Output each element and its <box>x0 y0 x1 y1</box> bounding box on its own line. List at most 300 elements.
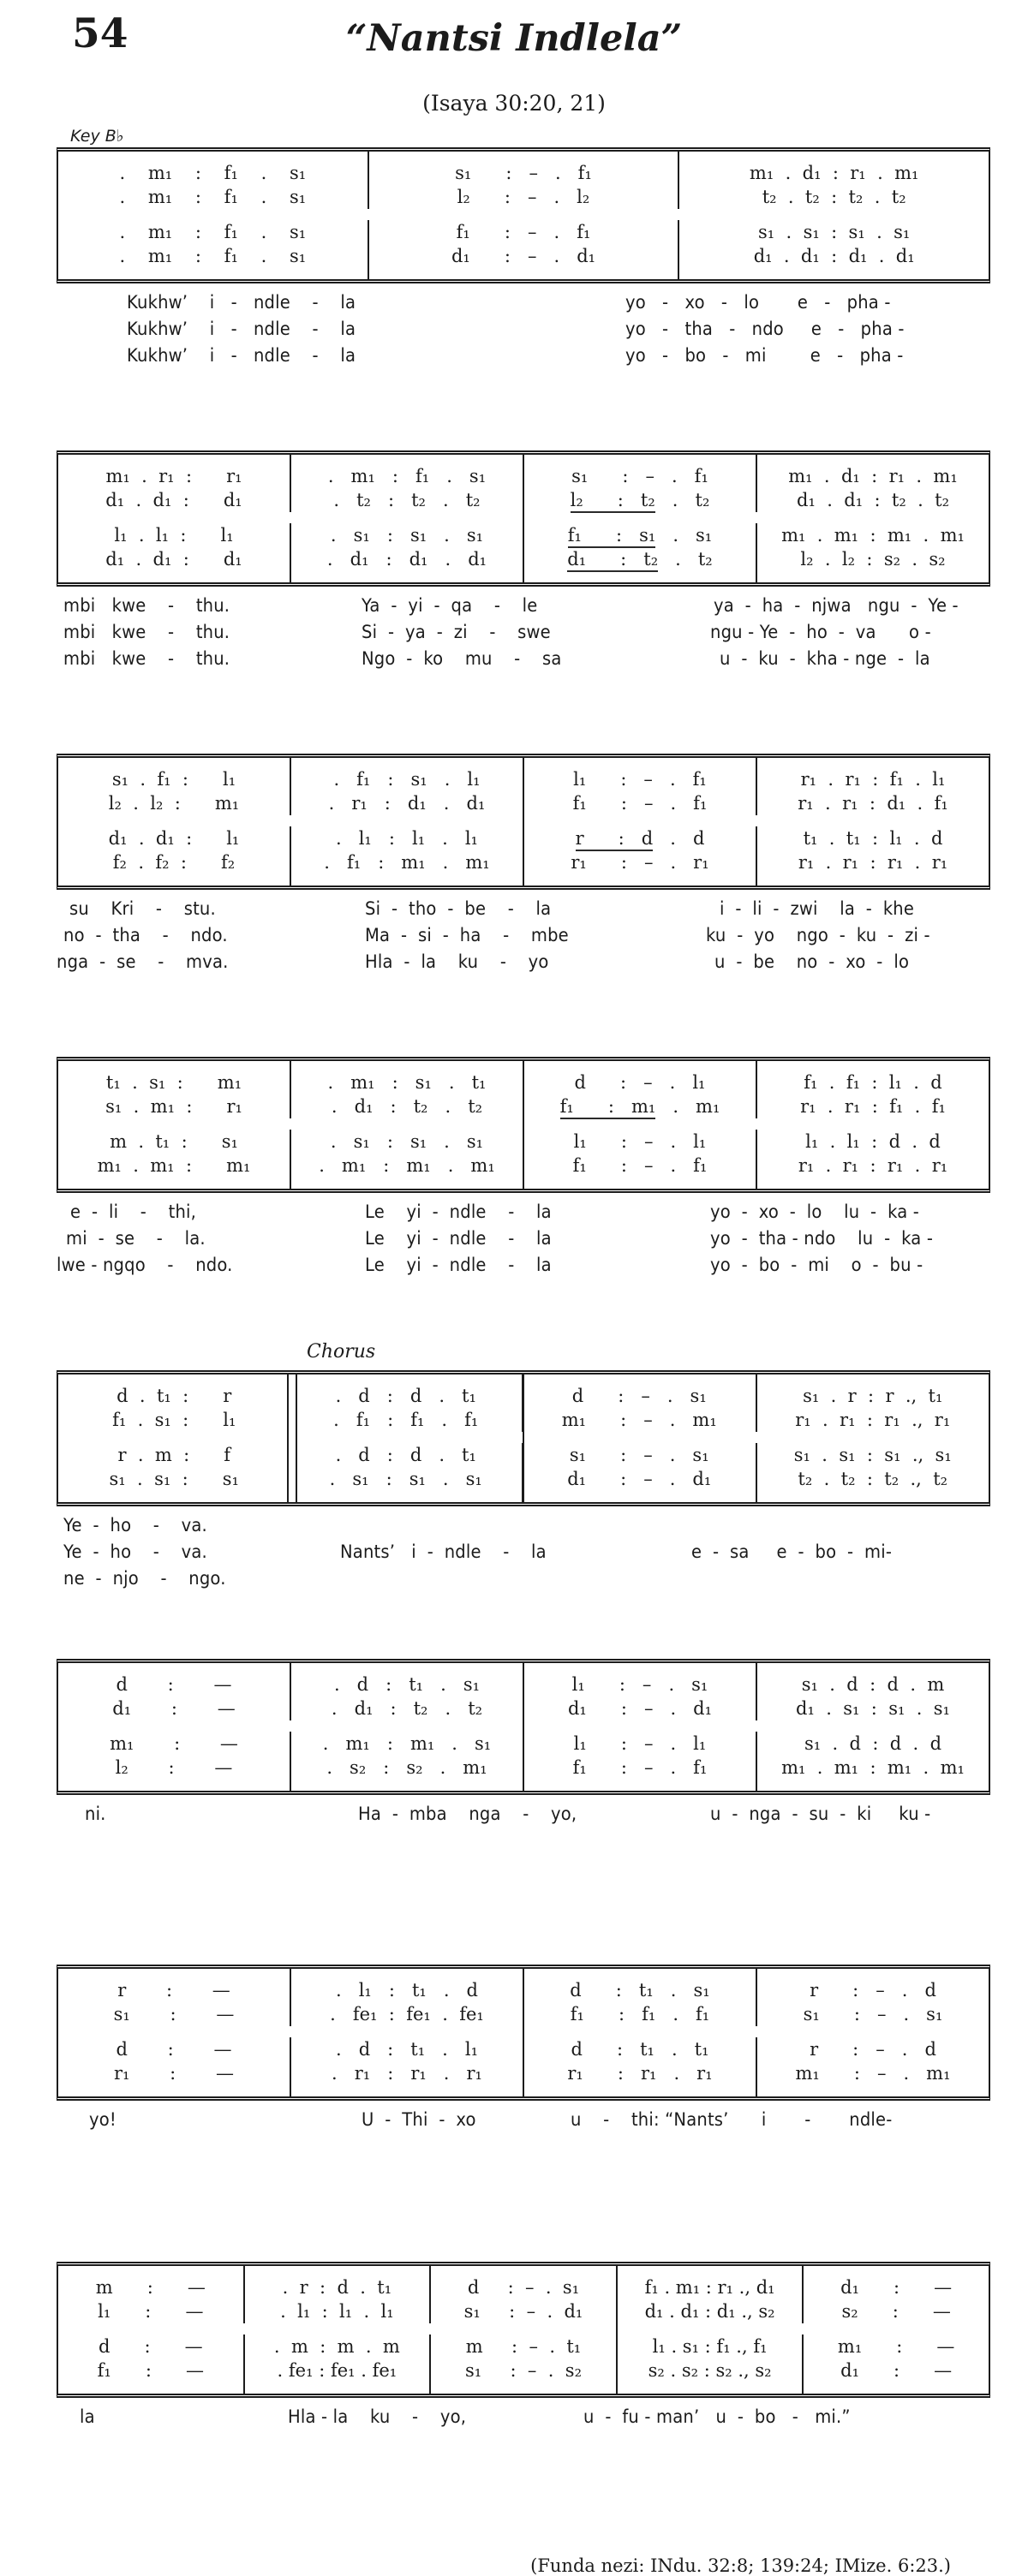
lyric-segment: Kukhw’ i - ndle - la <box>126 319 356 339</box>
lyric-segment: Si - ya - zi - swe <box>362 622 552 642</box>
voice-line <box>58 2358 243 2382</box>
voice-line <box>431 2275 616 2299</box>
measure <box>523 1130 756 1189</box>
measure <box>58 758 290 815</box>
solfa-segment: . m₁ : f₁ . s₁ <box>119 163 307 183</box>
solfa-segment: d₁ . d₁ : l₁ <box>108 828 240 849</box>
measure <box>290 2037 523 2096</box>
voice-line <box>524 1978 756 2002</box>
voice-line <box>618 2358 803 2382</box>
voice-line <box>58 161 368 185</box>
solfa-segment: f₁ : – . f₁ <box>572 793 708 814</box>
voice-line <box>757 1154 989 1178</box>
solfa-segment: s₁ : – . s₁ <box>569 1445 709 1465</box>
solfa-segment: d : — <box>116 2039 232 2060</box>
measure <box>523 826 756 886</box>
measure <box>756 1061 989 1118</box>
voice-line <box>618 2334 803 2358</box>
solfa-segment: d : — <box>116 1674 232 1695</box>
solfa-segment: r₁ : – . r₁ <box>571 852 709 873</box>
solfa-segment: . s₁ : s₁ . s₁ <box>330 1131 484 1152</box>
solfa-segment: m₁ . r₁ : r₁ <box>105 466 242 486</box>
solfa-segment: l₂ . l₂ : m₁ <box>108 793 240 814</box>
solfa-segment: s₁ : – . f₁ <box>571 466 708 486</box>
voice-line <box>757 1094 989 1118</box>
measure <box>58 1969 290 2026</box>
voice-line <box>58 767 290 791</box>
lyrics-block <box>57 1202 990 1281</box>
voice-line <box>245 2275 430 2299</box>
voice-line <box>245 2334 430 2358</box>
measure <box>243 2266 430 2323</box>
solfa-segment: . m₁ : f₁ . s₁ <box>327 466 487 486</box>
solfa-segment: l₁ . l₁ : d . d <box>805 1131 941 1152</box>
solfa-segment: r₁ : — <box>114 2063 234 2084</box>
measure <box>58 1130 290 1189</box>
solfa-segment: f₁ : – . f₁ <box>572 1155 708 1176</box>
lyric-segment: Ye - ho - va. <box>63 1515 207 1535</box>
voice-line <box>58 1154 290 1178</box>
solfa-segment: f₁ . f₁ : l₁ . d <box>804 1072 942 1093</box>
measure <box>58 2266 243 2323</box>
measure <box>290 826 523 886</box>
voice-line <box>757 1673 989 1696</box>
solfa-segment: t₁ . t₁ : l₁ . d <box>803 828 943 849</box>
lyric-segment: Hla - la ku - yo, <box>288 2406 467 2427</box>
voice-line <box>291 523 523 547</box>
measure <box>58 1732 290 1791</box>
solfa-segment: m₁ . m₁ : m₁ . m₁ <box>781 1757 965 1778</box>
measure <box>522 1374 756 1432</box>
lyric-segment: i - li - zwi la - khe <box>719 898 914 919</box>
solfa-system <box>57 754 990 890</box>
lyrics-block <box>57 1515 990 1595</box>
voice-line <box>757 1070 989 1094</box>
measure <box>756 523 989 582</box>
measure <box>290 1443 523 1502</box>
voice-line <box>245 2358 430 2382</box>
voice-line <box>524 826 756 850</box>
solfa-segment: d₁ . s₁ : s₁ . s₁ <box>796 1698 950 1719</box>
lyric-line <box>57 345 990 372</box>
solfa-segment: s₁ . m₁ : r₁ <box>105 1096 242 1117</box>
solfa-segment: m₁ . d₁ : r₁ . m₁ <box>749 163 919 183</box>
solfa-system <box>57 2262 990 2398</box>
solfa-segment: . s₂ : s₂ . m₁ <box>326 1757 487 1778</box>
voice-line <box>58 1408 290 1432</box>
voice-line <box>618 2275 803 2299</box>
lyric-segment: e - li - thi, <box>70 1202 197 1222</box>
solfa-segment: s₁ . s₁ : s₁ ., s₁ <box>793 1445 952 1465</box>
lyric-segment: Le yi - ndle - la <box>364 1202 552 1222</box>
voice-line <box>58 1130 290 1154</box>
voice-line <box>757 1443 989 1467</box>
voice-line <box>290 1443 523 1467</box>
lyric-segment: Ye - ho - va. <box>63 1541 207 1562</box>
voice-line <box>757 464 989 488</box>
solfa-segment: s₁ : – . s₂ <box>464 2360 583 2381</box>
lyric-segment: Kukhw’ i - ndle - la <box>126 292 356 313</box>
solfa-segment: . m₁ : f₁ . s₁ <box>119 187 307 207</box>
solfa-segment: t₂ . t₂ : t₂ . t₂ <box>762 187 906 207</box>
footnote: (Funda nezi: INdu. 32:8; 139:24; IMize. 6:23.) <box>530 2555 951 2576</box>
solfa-segment: . d : t₁ . l₁ <box>336 2039 478 2060</box>
solfa-segment: . s₁ : s₁ . s₁ <box>330 525 484 546</box>
lyric-segment: Nants’ i - ndle - la <box>340 1541 547 1562</box>
voice-line <box>524 850 756 874</box>
measure <box>616 2334 803 2394</box>
solfa-segment: . m₁ <box>655 1096 720 1117</box>
solfa-segment: d₁ : – . d₁ <box>567 1698 713 1719</box>
solfa-segment: l₂ : t₂ <box>571 490 655 513</box>
voice-line <box>58 2299 243 2323</box>
voice-line <box>524 1673 756 1696</box>
lyrics-block <box>57 595 990 675</box>
lyric-line <box>57 1255 990 1281</box>
solfa-segment: m₁ . d₁ : r₁ . m₁ <box>788 466 958 486</box>
voice-line <box>524 523 756 547</box>
scripture-reference: (Isaya 30:20, 21) <box>422 91 606 116</box>
solfa-segment: l₂ : — <box>115 1757 233 1778</box>
solfa-segment: f₁ . m₁ : r₁ ., d₁ <box>644 2277 775 2298</box>
solfa-segment: s₁ : – . d₁ <box>463 2301 583 2322</box>
system-block <box>57 1965 990 2136</box>
lyric-line <box>57 1228 990 1255</box>
solfa-segment: r₁ . r₁ : r₁ . r₁ <box>798 1155 948 1176</box>
voice-line <box>757 2037 989 2061</box>
voice-line <box>291 767 523 791</box>
voice-line <box>58 826 290 850</box>
solfa-segment: d : t₁ . t₁ <box>571 2039 709 2060</box>
lyric-segment: e - sa e - bo - mi- <box>691 1541 893 1562</box>
solfa-segment: s₁ . f₁ : l₁ <box>111 769 236 790</box>
measure <box>678 152 989 209</box>
solfa-segment: . m₁ : m₁ . m₁ <box>319 1155 495 1176</box>
voice-line <box>679 185 989 209</box>
lyric-segment: ngu - Ye - ho - va o - <box>710 622 931 642</box>
solfa-segment: . m₁ : f₁ . s₁ <box>119 222 307 242</box>
voice-line <box>58 2037 290 2061</box>
solfa-segment: r : d <box>576 828 654 851</box>
solfa-segment: . r₁ : d₁ . d₁ <box>328 793 486 814</box>
lyrics-block <box>57 1804 990 1830</box>
system-block <box>57 147 990 372</box>
solfa-segment: l₁ : – . f₁ <box>573 769 707 790</box>
voice-line <box>524 1130 756 1154</box>
voice-line <box>757 547 989 571</box>
lyric-segment: Ya - yi - qa - le <box>362 595 538 616</box>
solfa-segment: d₁ : — <box>840 2277 953 2298</box>
lyric-segment: yo - xo - lo lu - ka - <box>710 1202 920 1222</box>
measure <box>523 1663 756 1720</box>
measure <box>58 1061 290 1118</box>
lyric-segment: yo - bo - mi o - bu - <box>710 1255 923 1275</box>
solfa-segment: l₁ : – . l₁ <box>573 1733 707 1754</box>
lyric-segment: Hla - la ku - yo <box>364 951 549 972</box>
stave-tenor-bass <box>58 2334 989 2394</box>
solfa-segment: r₁ . r₁ : f₁ . l₁ <box>800 769 946 790</box>
stave-gap <box>58 209 989 220</box>
measure <box>523 523 756 582</box>
measure <box>756 1130 989 1189</box>
lyric-segment: la <box>80 2406 96 2427</box>
solfa-segment: f₁ : s₁ <box>568 525 656 548</box>
voice-line <box>58 1756 290 1780</box>
voice-line <box>757 850 989 874</box>
voice-line <box>523 1467 756 1491</box>
voice-line <box>757 1696 989 1720</box>
measure <box>523 1732 756 1791</box>
system-block <box>57 2262 990 2433</box>
lyric-line <box>57 1202 990 1228</box>
voice-line <box>291 1130 523 1154</box>
voice-line <box>804 2275 989 2299</box>
solfa-segment: d : t₁ . s₁ <box>570 1980 710 2001</box>
voice-line <box>524 2037 756 2061</box>
solfa-segment: l₂ : – . l₂ <box>457 187 590 207</box>
solfa-segment: . t₂ <box>654 490 710 510</box>
solfa-segment: m₁ . m₁ : m₁ . m₁ <box>781 525 965 546</box>
solfa-segment: m₁ : – . m₁ <box>561 1410 717 1430</box>
voice-line <box>245 2299 430 2323</box>
voice-line <box>291 488 523 512</box>
voice-line <box>757 2061 989 2085</box>
lyrics-block <box>57 2406 990 2433</box>
voice-line <box>524 464 756 488</box>
lyric-line <box>57 292 990 319</box>
solfa-segment: s₁ . r : r ., t₁ <box>803 1386 943 1406</box>
lyric-line <box>57 622 990 648</box>
voice-line <box>58 2061 290 2085</box>
system-block <box>57 450 990 675</box>
voice-line <box>291 2037 523 2061</box>
voice-line <box>757 791 989 815</box>
solfa-segment: f₁ : – . f₁ <box>572 1757 708 1778</box>
voice-line <box>291 1696 523 1720</box>
measure <box>58 1663 290 1720</box>
solfa-segment: s₁ . s₁ : s₁ . s₁ <box>758 222 911 242</box>
measure <box>368 220 678 279</box>
measure <box>802 2266 989 2323</box>
solfa-segment: d₁ : – . d₁ <box>451 246 596 266</box>
lyric-segment: yo - tha - ndo e - pha - <box>625 319 905 339</box>
solfa-segment: . l₁ : l₁ . l₁ <box>336 828 478 849</box>
measure <box>429 2266 616 2323</box>
solfa-segment: . m₁ : m₁ . s₁ <box>322 1733 492 1754</box>
stave-gap <box>58 2323 989 2334</box>
solfa-segment: l₁ : — <box>98 2301 204 2322</box>
barline <box>616 2266 618 2394</box>
solfa-segment: s₁ : – . s₁ <box>803 2004 943 2024</box>
voice-line <box>291 1978 523 2002</box>
solfa-segment: . l₁ : l₁ . l₁ <box>280 2301 394 2322</box>
measure <box>756 455 989 512</box>
solfa-segment: r₁ : r₁ . r₁ <box>567 2063 713 2084</box>
voice-line <box>524 1732 756 1756</box>
voice-line <box>431 2334 616 2358</box>
voice-line <box>58 523 290 547</box>
solfa-segment: m₁ : — <box>837 2336 955 2357</box>
voice-line <box>431 2358 616 2382</box>
voice-line <box>757 1130 989 1154</box>
solfa-segment: d₁ : — <box>840 2360 953 2381</box>
lyric-segment: u - ku - kha - nge - la <box>719 648 930 669</box>
measure <box>243 2334 430 2394</box>
measure <box>290 523 523 582</box>
measure <box>290 1663 523 1720</box>
voice-line <box>757 488 989 512</box>
solfa-segment: r₁ . r₁ : f₁ . f₁ <box>800 1096 946 1117</box>
voice-line <box>618 2299 803 2323</box>
solfa-segment: r : – . d <box>810 1980 936 2001</box>
measure <box>290 758 523 815</box>
measure <box>523 1061 756 1118</box>
measure <box>290 1732 523 1791</box>
voice-line <box>757 1732 989 1756</box>
lyric-segment: ne - njo - ngo. <box>63 1568 226 1589</box>
voice-line <box>757 1408 989 1432</box>
barline <box>523 758 524 886</box>
solfa-segment: r . m : f <box>117 1445 231 1465</box>
solfa-segment: d₁ . d₁ : d₁ <box>105 549 242 569</box>
measure <box>616 2266 803 2323</box>
measure <box>290 1969 523 2026</box>
voice-line <box>524 767 756 791</box>
voice-line <box>58 1978 290 2002</box>
measure <box>58 826 290 886</box>
voice-line <box>524 791 756 815</box>
voice-line <box>58 2275 243 2299</box>
voice-line <box>58 1070 290 1094</box>
lyric-segment: yo - xo - lo e - pha - <box>625 292 891 313</box>
measure <box>58 152 368 209</box>
voice-line <box>58 1443 290 1467</box>
lyric-line <box>57 1568 990 1595</box>
voice-line <box>58 1094 290 1118</box>
lyric-segment: nga - se - mva. <box>57 951 229 972</box>
measure <box>58 2334 243 2394</box>
solfa-segment: . f₁ : m₁ . m₁ <box>324 852 490 873</box>
voice-line <box>291 464 523 488</box>
voice-line <box>757 2002 989 2026</box>
voice-line <box>58 2002 290 2026</box>
solfa-segment: . d <box>653 828 705 849</box>
lyric-line <box>57 1804 990 1830</box>
measure <box>756 2037 989 2096</box>
lyric-segment: ya - ha - njwa ngu - Ye - <box>714 595 959 616</box>
solfa-segment: s₂ : — <box>841 2301 951 2322</box>
solfa-segment: f₁ : — <box>97 2360 204 2381</box>
voice-line <box>369 220 678 244</box>
voice-line <box>58 1384 290 1408</box>
solfa-segment: s₂ . s₂ : s₂ ., s₂ <box>648 2360 772 2381</box>
measure <box>58 2037 290 2096</box>
voice-line <box>58 185 368 209</box>
lyric-segment: yo! <box>89 2109 117 2130</box>
solfa-segment: . r : d . t₁ <box>282 2277 392 2298</box>
voice-line <box>291 1732 523 1756</box>
lyrics-block <box>57 2109 990 2136</box>
solfa-segment: d₁ : — <box>112 1698 236 1719</box>
solfa-segment: . r₁ : r₁ . r₁ <box>332 2063 482 2084</box>
voice-line <box>757 826 989 850</box>
double-barline <box>287 1374 297 1502</box>
solfa-segment: l₂ . l₂ : s₂ . s₂ <box>800 549 946 569</box>
voice-line <box>291 1094 523 1118</box>
voice-line <box>524 1696 756 1720</box>
voice-line <box>523 1384 756 1408</box>
measure <box>756 1663 989 1720</box>
solfa-segment: d : – . l₁ <box>574 1072 706 1093</box>
systems <box>57 0 990 2576</box>
lyric-segment: Le yi - ndle - la <box>364 1255 552 1275</box>
solfa-segment: . t₂ <box>658 549 713 569</box>
voice-line <box>291 2061 523 2085</box>
solfa-segment: l₁ . s₁ : f₁ ., f₁ <box>652 2336 768 2357</box>
solfa-segment: . d : d . t₁ <box>335 1386 476 1406</box>
voice-line <box>58 1732 290 1756</box>
voice-line <box>757 523 989 547</box>
solfa-segment: s₁ : – . f₁ <box>455 163 592 183</box>
voice-line <box>290 1467 523 1491</box>
solfa-segment: . f₁ : f₁ . f₁ <box>333 1410 479 1430</box>
measure <box>523 455 756 512</box>
voice-line <box>290 1408 523 1432</box>
voice-line <box>291 826 523 850</box>
lyric-line <box>57 898 990 925</box>
solfa-system <box>57 450 990 587</box>
solfa-segment: . f₁ : s₁ . l₁ <box>333 769 481 790</box>
solfa-segment: s₁ . d : d . d <box>804 1733 942 1754</box>
voice-line <box>804 2358 989 2382</box>
voice-line <box>291 2002 523 2026</box>
solfa-segment: f₁ : – . f₁ <box>456 222 591 242</box>
voice-line <box>757 767 989 791</box>
solfa-segment: . l₁ : t₁ . d <box>336 1980 478 2001</box>
lyric-segment: mbi kwe - thu. <box>63 595 230 616</box>
solfa-segment: . s₁ <box>655 525 713 546</box>
lyric-line <box>57 951 990 978</box>
voice-line <box>58 488 290 512</box>
solfa-segment: . m₁ : f₁ . s₁ <box>119 246 307 266</box>
chorus-label: Chorus <box>307 1341 376 1363</box>
solfa-segment: m₁ : — <box>110 1733 238 1754</box>
hymn-number: 54 <box>72 10 128 57</box>
lyric-segment: u - fu - man’ u - bo - mi.” <box>583 2406 851 2427</box>
solfa-segment: . d : d . t₁ <box>335 1445 476 1465</box>
voice-line <box>524 2061 756 2085</box>
measure <box>756 1969 989 2026</box>
solfa-system <box>57 147 990 283</box>
solfa-system <box>57 1370 990 1506</box>
lyric-segment: Le yi - ndle - la <box>364 1228 552 1249</box>
solfa-segment: . d : t₁ . s₁ <box>333 1674 481 1695</box>
voice-line <box>58 1673 290 1696</box>
lyric-segment: lwe - ngqo - ndo. <box>57 1255 233 1275</box>
voice-line <box>757 1756 989 1780</box>
stave-soprano-alto <box>58 2266 989 2323</box>
solfa-segment: f₂ . f₂ : f₂ <box>112 852 236 873</box>
voice-line <box>58 2334 243 2358</box>
solfa-system <box>57 1659 990 1795</box>
measure <box>290 455 523 512</box>
voice-line <box>431 2299 616 2323</box>
voice-line <box>804 2334 989 2358</box>
solfa-segment: f₁ : m₁ <box>560 1096 656 1119</box>
voice-line <box>291 850 523 874</box>
barline <box>523 455 524 582</box>
lyric-segment: ni. <box>84 1804 106 1824</box>
